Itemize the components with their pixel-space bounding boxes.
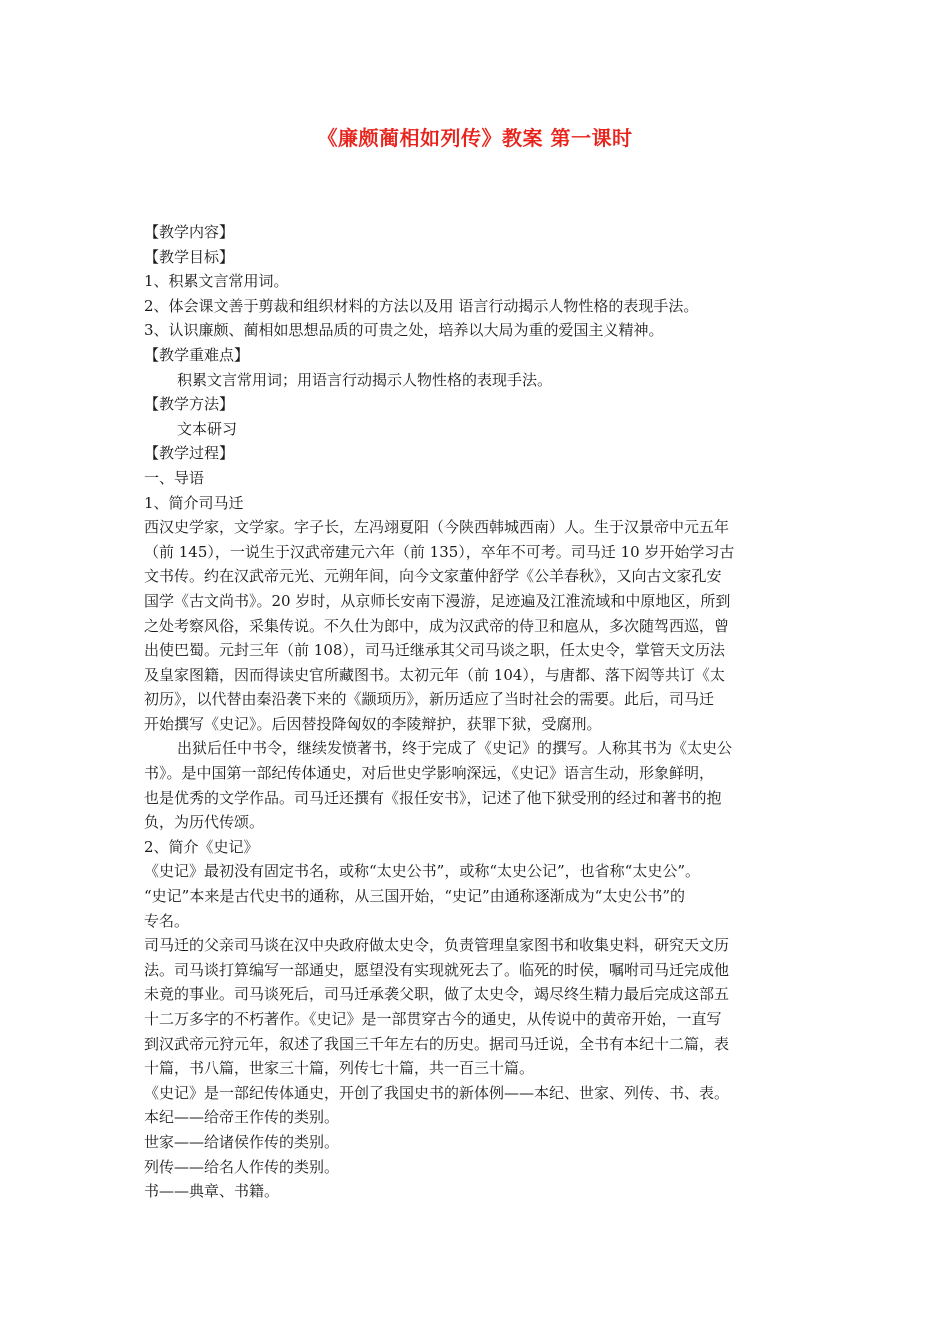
- text-line: 专名。: [144, 911, 190, 930]
- text-line: 文书传。约在汉武帝元光、元朔年间，向今文家董仲舒学《公羊春秋》，又向古文家孔安: [144, 567, 722, 586]
- section-heading-process: 【教学过程】: [144, 444, 235, 463]
- text-line: 未竟的事业。司马谈死后，司马迁承袭父职，做了太史令，竭尽终生精力最后完成这部五: [144, 985, 730, 1004]
- text-line: （前 145），一说生于汉武帝建元六年（前 135），卒年不可考。司马迁 10 岁开始学习古: [144, 542, 735, 561]
- text-line: 也是优秀的文学作品。司马迁还撰有《报任安书》，记述了他下狱受刑的经过和著书的抱: [144, 788, 722, 807]
- method-text: 文本研习: [177, 419, 238, 438]
- text-line: 及皇家图籍，因而得读史官所藏图书。太初元年（前 104），与唐都、落下闳等共订《太: [144, 665, 725, 684]
- text-line: 到汉武帝元狩元年，叙述了我国三千年左右的历史。据司马迁说，全书有本纪十二篇，表: [144, 1034, 730, 1053]
- goal-item-3: 3、认识廉颇、蔺相如思想品质的可贵之处，培养以大局为重的爱国主义精神。: [144, 321, 664, 340]
- category-shijia: 世家——给诸侯作传的类别。: [144, 1132, 340, 1151]
- text-line: 《史记》是一部纪传体通史，开创了我国史书的新体例——本纪、世家、列传、书、表。: [144, 1083, 730, 1102]
- text-line: 国学《古文尚书》。20 岁时，从京师长安南下漫游，足迹遍及江淮流域和中原地区，所到: [144, 591, 731, 610]
- document-title: 《廉颇蔺相如列传》教案 第一课时: [317, 126, 633, 150]
- category-benji: 本纪——给帝王作传的类别。: [144, 1108, 340, 1127]
- section-heading-content: 【教学内容】: [144, 223, 235, 241]
- text-line: 出狱后任中书令，继续发愤著书，终于完成了《史记》的撰写。人称其书为《太史公: [177, 739, 733, 758]
- goal-item-1: 1、积累文言常用词。: [144, 272, 289, 291]
- section-heading-key-points: 【教学重难点】: [144, 345, 250, 364]
- document-body: [144, 220, 809, 1204]
- text-line: 司马迁的父亲司马谈在汉中央政府做太史令，负责管理皇家图书和收集史料，研究天文历: [144, 936, 730, 955]
- text-line: “史记”本来是古代史书的通称，从三国开始，“史记”由通称逐渐成为“太史公书”的: [144, 887, 686, 906]
- section-heading-method: 【教学方法】: [144, 395, 235, 414]
- text-line: 《史记》最初没有固定书名，或称“太史公书”，或称“太史公记”，也省称“太史公”。: [144, 862, 701, 881]
- goal-item-2: 2、体会课文善于剪裁和组织材料的方法以及用 语言行动揭示人物性格的表现手法。: [144, 296, 699, 315]
- category-liezhuan: 列传——给名人作传的类别。: [144, 1157, 340, 1176]
- text-line: 西汉史学家，文学家。字子长，左冯翊夏阳（今陕西韩城西南）人。生于汉景帝中元五年: [144, 518, 730, 537]
- text-line: 十二万多字的不朽著作。《史记》是一部贯穿古今的通史，从传说中的黄帝开始，一直写: [144, 1010, 722, 1028]
- text-line: 书》。是中国第一部纪传体通史，对后世史学影响深远，《史记》语言生动，形象鲜明，: [144, 764, 715, 783]
- text-line: 开始撰写《史记》。后因替投降匈奴的李陵辩护，获罪下狱，受腐刑。: [144, 714, 602, 733]
- text-line: 十篇，书八篇，世家三十篇，列传七十篇，共一百三十篇。: [144, 1059, 535, 1078]
- category-shu: 书——典章、书籍。: [144, 1182, 280, 1201]
- subheading-intro: 一、导语: [144, 468, 205, 487]
- text-line: 之处考察风俗，采集传说。不久仕为郎中，成为汉武帝的侍卫和扈从，多次随驾西巡，曾: [144, 616, 730, 635]
- text-line: 法。司马谈打算编写一部通史，愿望没有实现就死去了。临死的时侯，嘱咐司马迁完成他: [144, 960, 730, 979]
- subheading-sima-qian: 1、简介司马迁: [144, 493, 244, 512]
- text-line: 初历》，以代替由秦沿袭下来的《颛顼历》，新历适应了当时社会的需要。此后，司马迁: [144, 690, 715, 709]
- subheading-shiji: 2、简介《史记》: [144, 837, 259, 856]
- section-heading-goals: 【教学目标】: [144, 247, 235, 266]
- text-line: 出使巴蜀。元封三年（前 108），司马迁继承其父司马谈之职，任太史令，掌管天文历法: [144, 641, 725, 660]
- key-points-text: 积累文言常用词；用语言行动揭示人物性格的表现手法。: [177, 370, 553, 389]
- text-line: 负，为历代传颂。: [144, 813, 265, 832]
